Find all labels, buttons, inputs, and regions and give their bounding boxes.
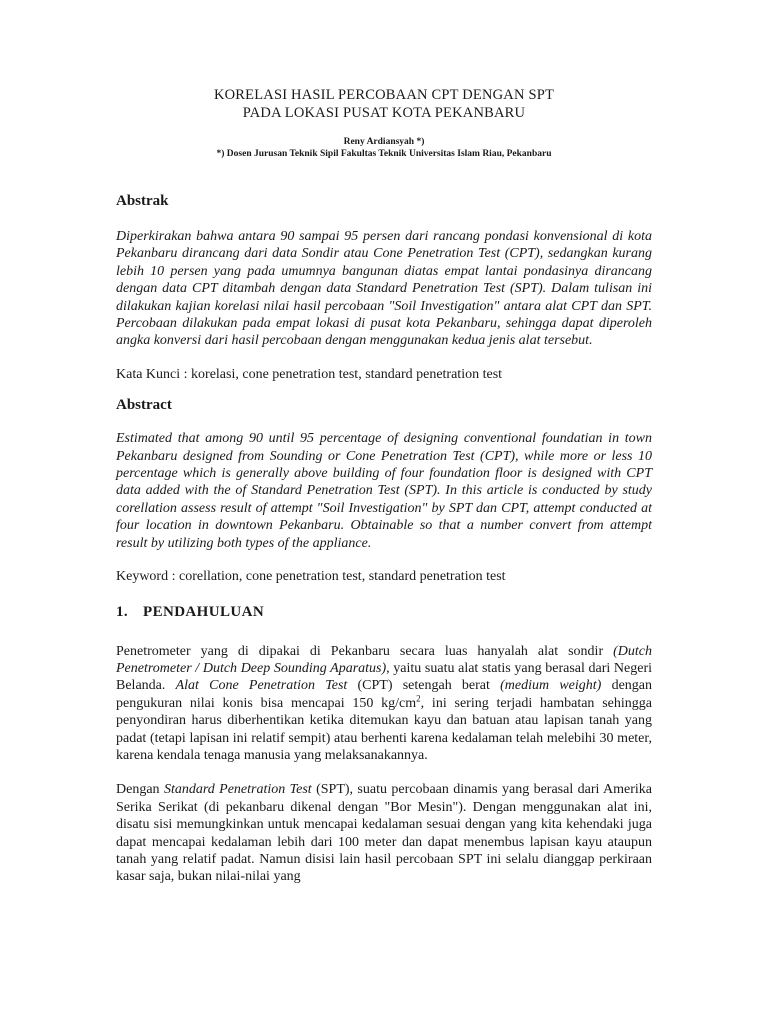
text-run: Penetrometer yang di dipakai di Pekanbaru secara luas hanyalah alat sondir bbox=[116, 643, 614, 659]
abstract-heading: Abstract bbox=[116, 397, 172, 414]
paragraph-2 bbox=[116, 781, 652, 885]
author-name: Reny Ardiansyah *) bbox=[343, 137, 425, 147]
text-run: (CPT) setengah berat bbox=[347, 678, 501, 694]
section-heading-pendahuluan bbox=[116, 604, 652, 621]
text-run-italic: Alat Cone Penetration Test bbox=[175, 678, 348, 694]
title-line-2: PADA LOKASI PUSAT KOTA PEKANBARU bbox=[242, 105, 526, 121]
keywords: Keyword : corellation, cone penetration test, standard penetration test bbox=[116, 569, 506, 585]
text-run-italic: Standard Penetration Test bbox=[163, 782, 312, 798]
paper-title bbox=[116, 86, 652, 122]
text-run: dengan pengukuran nilai konis bisa mencapai 150 kg/cm bbox=[116, 678, 652, 711]
text-run: , yaitu suatu alat statis yang berasal dari Negeri Belanda. bbox=[116, 660, 653, 694]
abstrak-heading: Abstrak bbox=[116, 193, 169, 209]
text-run: (SPT), suatu percobaan dinamis yang berasal dari Amerika Serika Serikat (di pekanbaru dikenal dengan "Bor Mesin"). Dengan menggunakan alat ini, disatu sisi memungkinkan untuk mencapai kedalaman sesuai dengan yang kita kehendaki juga dapat mencapai kedalaman lebih dari 100 meter dan dapat menembus lapisan kayu ataupun tanah yang relatif padat. Namun disisi lain hasil percobaan SPT ini selalu dianggap perkiraan kasar saja, bukan nilai-nilai yang bbox=[116, 782, 652, 885]
section-number: 1. bbox=[116, 603, 129, 620]
kata-kunci: Kata Kunci : korelasi, cone penetration test, standard penetration test bbox=[116, 366, 503, 382]
superscript: 2 bbox=[416, 693, 421, 704]
author-affiliation: *) Dosen Jurusan Teknik Sipil Fakultas Teknik Universitas Islam Riau, Pekanbaru bbox=[216, 149, 552, 159]
text-run: , ini sering terjadi hambatan sehingga penyondiran harus diberhentikan ketika ditemukan kayu dan batuan atau lapisan tanah yang padat (tetapi lapisan ini relatif sempit) atau berhenti karena kedalaman telah melebihi 30 meter, karena kendala tenaga manusia yang melaksanakannya. bbox=[116, 695, 652, 763]
text-run-italic: (Dutch Penetrometer / Dutch Deep Sounding Aparatus) bbox=[116, 643, 652, 676]
section-title: PENDAHULUAN bbox=[143, 603, 265, 620]
abstract-text: Estimated that among 90 until 95 percentage of designing conventional foundatian in town Pekanbaru designed from Sounding or Cone Penetration Test (CPT), while more or less 10 percentage which is generally above building of four foundation floor is designed with CPT data added with the of Standard Penetration Test (SPT). In this article is conducted by study corellation assess result of attempt "Soil Investigation" by SPT dan CPT, attempt conducted at four location in downtown Pekanbaru. Obtainable so that a number convert from attempt result by utilizing both types of the appliance. bbox=[116, 431, 652, 551]
abstrak-text: Diperkirakan bahwa antara 90 sampai 95 persen dari rancang pondasi konvensional di kota Pekanbaru dirancang dari data Sondir atau Cone Penetration Test (CPT), sedangkan kurang lebih 10 persen yang pada umumnya bangunan diatas empat lantai pondasinya dirancang dengan data CPT ditambah dengan data Standard Penetration Test (SPT). Dalam tulisan ini dilakukan kajian korelasi nilai hasil percobaan "Soil Investigation" antara alat CPT dan SPT. Percobaan dilakukan pada empat lokasi di pusat kota Pekanbaru, sehingga dapat diperoleh angka konversi dari hasil percobaan dengan menggunakan kedua jenis alat tersebut. bbox=[116, 229, 652, 349]
paragraph-1 bbox=[116, 643, 652, 765]
title-line-1: KORELASI HASIL PERCOBAAN CPT DENGAN SPT bbox=[213, 87, 555, 103]
text-run-italic: (medium weight) bbox=[500, 678, 602, 694]
text-run: Dengan bbox=[116, 782, 164, 798]
